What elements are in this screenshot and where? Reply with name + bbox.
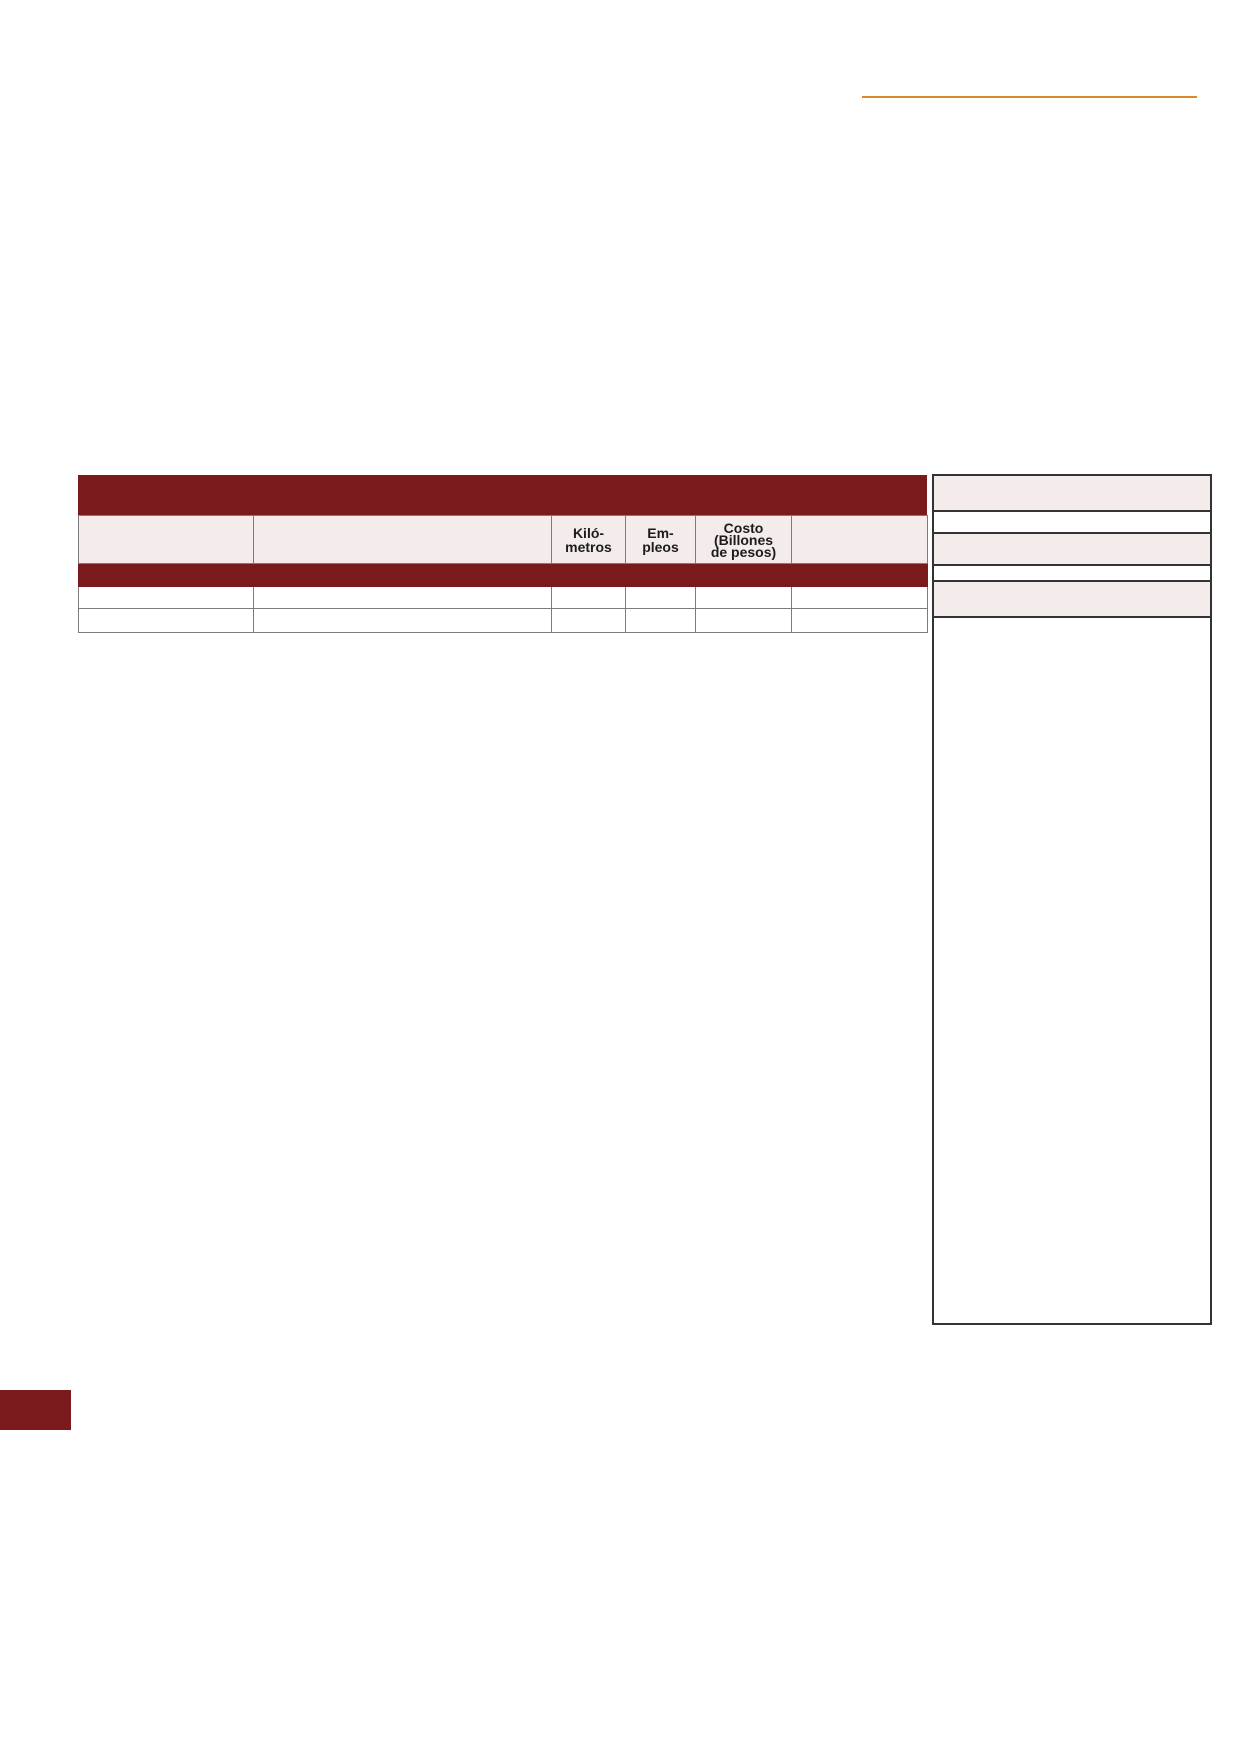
table-title: [78, 475, 927, 515]
privadas-title: [934, 532, 1210, 566]
column-header-estado: [792, 516, 928, 564]
cuarta-ola-title: [934, 580, 1210, 618]
empty-cell: [792, 587, 928, 609]
empty-cell: [626, 587, 696, 609]
column-header-costo: Costo (Billones de pesos): [696, 516, 792, 564]
section-band: [79, 564, 928, 587]
column-header-km: Kiló- metros: [552, 516, 626, 564]
total-empleos: [626, 609, 696, 633]
empty-cell: [792, 609, 928, 633]
concessions-table: [78, 475, 927, 633]
empty-cell: [254, 609, 552, 633]
sidebar-title: [934, 476, 1210, 512]
empty-cell: [552, 587, 626, 609]
intro-text: [100, 208, 1181, 233]
total-label: [79, 609, 254, 633]
column-header-empleos: Em- pleos: [626, 516, 696, 564]
empty-cell: [79, 587, 254, 609]
sidebar-box: [932, 474, 1212, 1325]
page-number: [0, 1390, 71, 1430]
column-header-departamento: [254, 516, 552, 564]
empty-cell: [696, 587, 792, 609]
total-costo: [696, 609, 792, 633]
total-km: [552, 609, 626, 633]
empty-cell: [254, 587, 552, 609]
section-rule: [862, 96, 1197, 98]
column-header-nombre: [79, 516, 254, 564]
